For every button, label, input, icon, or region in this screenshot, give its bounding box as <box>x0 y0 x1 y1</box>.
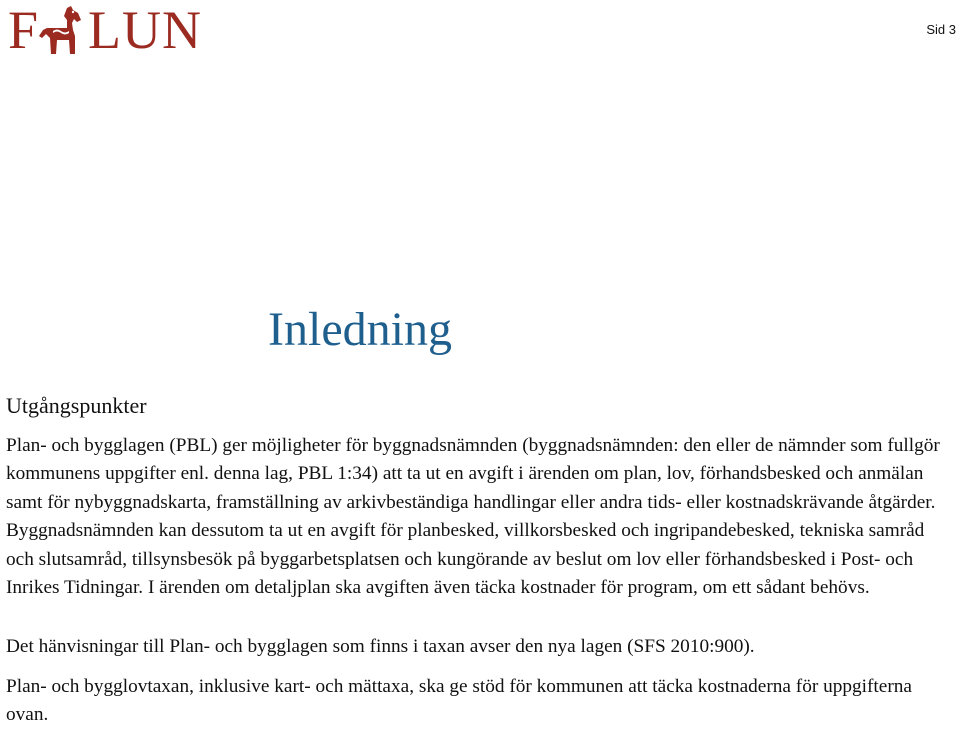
falun-logo <box>8 2 202 58</box>
intro-paragraph: Plan- och bygglagen (PBL) ger möjligheter för byggnadsnämnden (byggnadsnämnden: den eller de nämnder som fullgör kommunens uppgifter enl. denna lag, PBL 1:34) att ta ut en avgift i ärenden om plan, lov, förhandsbesked och anmälan samt för nybyggnadskarta, framställning av arkivbeständiga handlingar eller andra tids- eller kostnadskrävande åtgärder. Byggnadsnämnden kan dessutom ta ut en avgift för planbesked, villkorsbesked och ingripandebesked, tekniska samråd och slutsamråd, tillsynsbesök på byggarbetsplatsen och kungörande av beslut om lov eller förhandsbesked i Post- och Inrikes Tidningar. I ärenden om detaljplan ska avgiften även täcka kostnader för program, om ett sådant behövs. <box>6 435 940 599</box>
page-number: Sid 3 <box>926 22 956 37</box>
taxa-paragraph: Plan- och bygglovtaxan, inklusive kart- och mättaxa, ska ge stöd för kommunen att täcka kostnaderna för uppgifterna ovan. <box>6 676 912 726</box>
page-title: Inledning <box>268 303 452 356</box>
logo-letters-lun: LUN <box>88 0 203 60</box>
reference-paragraph: Det hänvisningar till Plan- och bygglagen som finns i taxan avser den nya lagen (SFS 2010:900). <box>6 636 755 657</box>
dala-horse-icon <box>37 4 87 56</box>
logo-letter-f: F <box>8 0 40 60</box>
section-heading: Utgångspunkter <box>6 393 147 418</box>
